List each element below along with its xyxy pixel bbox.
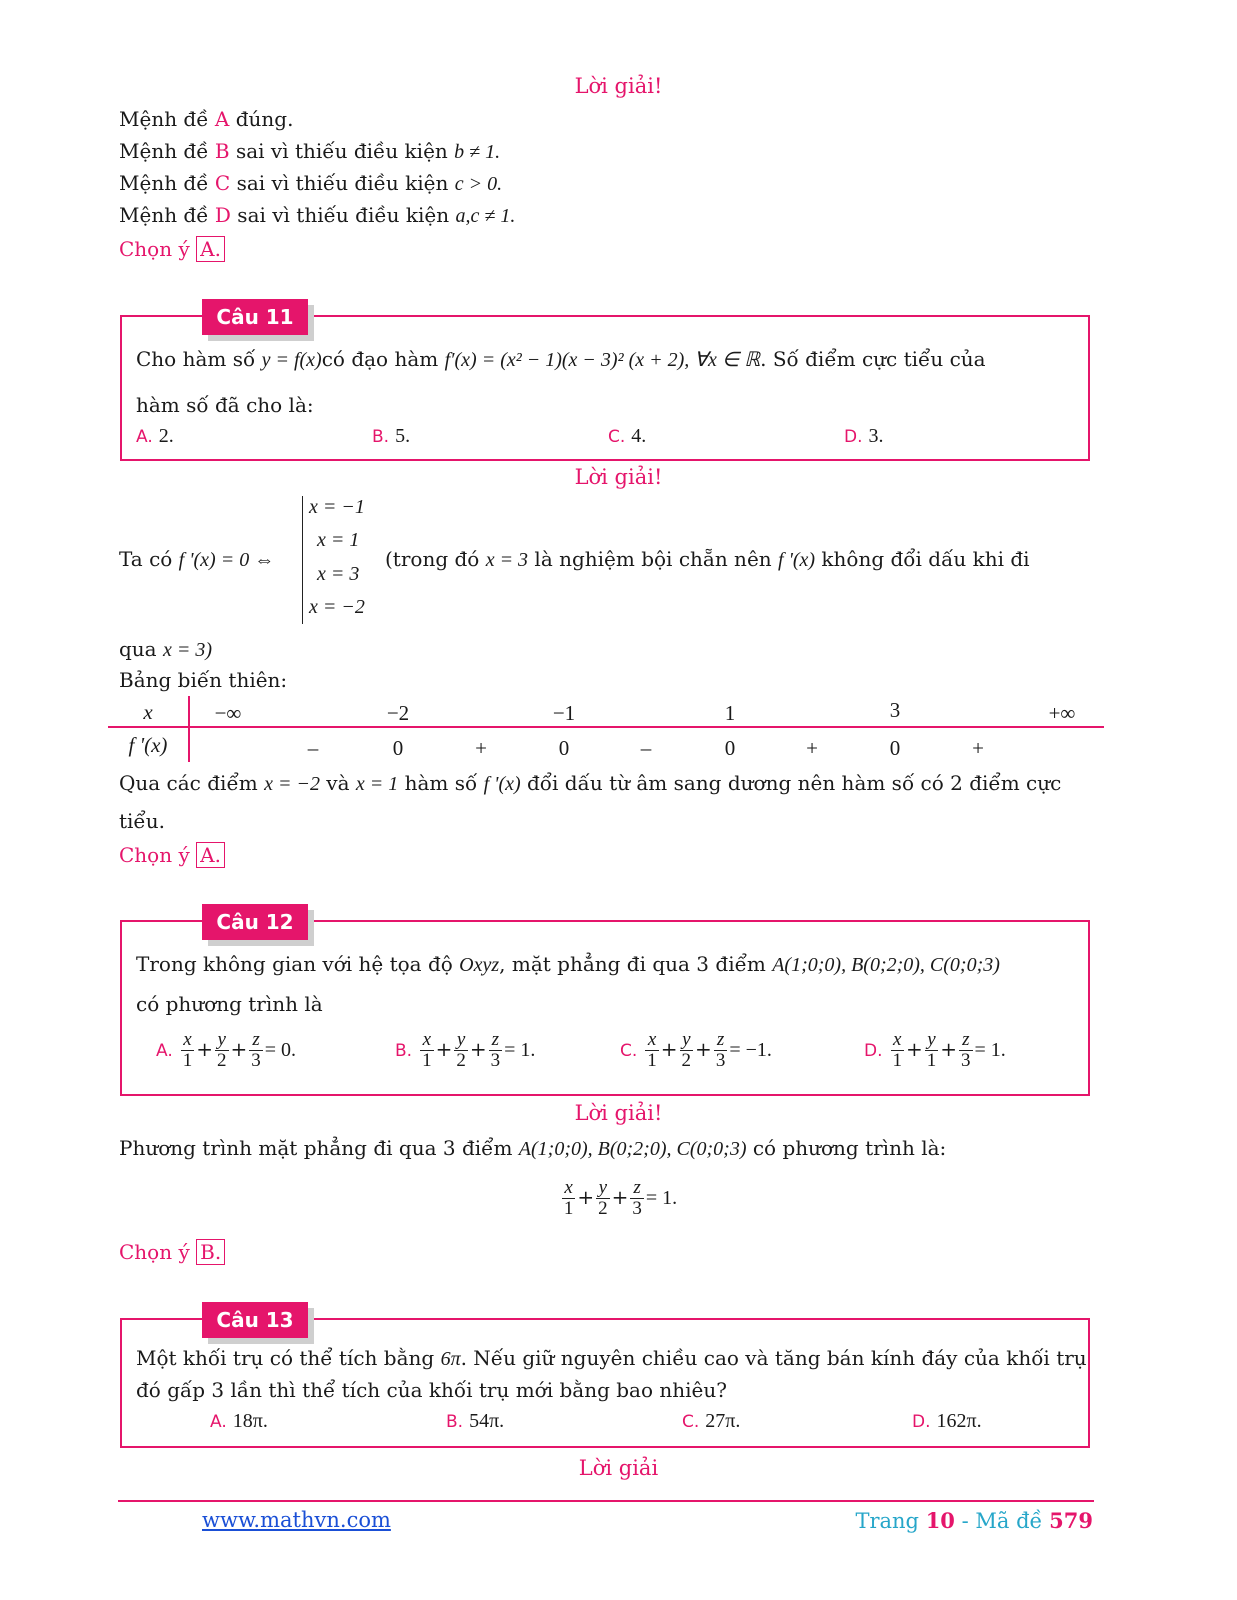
question-box-11 <box>120 315 1090 461</box>
x-neg-inf: −∞ <box>214 701 242 725</box>
option-a[interactable]: A. 18π. <box>210 1410 268 1432</box>
sign-5: – <box>640 736 652 760</box>
variation-table <box>108 696 1104 766</box>
root-3: x = 3 <box>317 563 360 585</box>
sign-4: 0 <box>558 736 570 760</box>
option-c[interactable]: C. 27π. <box>682 1410 741 1432</box>
option-a[interactable]: A. 2. <box>136 425 174 447</box>
sign-9: + <box>972 736 984 760</box>
root-1: x = −1 <box>309 496 365 518</box>
question-tag-12: Câu 12 <box>202 904 308 940</box>
sign-3: + <box>475 736 487 760</box>
sign-2: 0 <box>392 736 404 760</box>
answer-choice-11: Chọn ý A. <box>119 843 225 867</box>
solution-12-equation: $\frac{x}{1}$ + $\frac{y}{2}$ + $\frac{z}{3}$ = 1. <box>563 1177 678 1219</box>
solution-12-text: Phương trình mặt phẳng đi qua 3 điểm A(1;0;0), B(0;2;0), C(0;0;3) có phương trình là: <box>119 1136 947 1160</box>
option-d[interactable]: D. $\frac{x}{1}$ + $\frac{y}{1}$ + $\frac{z}{3}$ = 1. <box>864 1029 1006 1071</box>
answer-choice-prev: Chọn ý A. <box>119 237 225 261</box>
option-b[interactable]: B. 5. <box>372 425 411 447</box>
table-fprime-label: f '(x) <box>128 733 168 757</box>
question-12-line1: Trong không gian với hệ tọa độ Oxyz, mặt phẳng đi qua 3 điểm A(1;0;0), B(0;2;0), C(0;0;3) <box>136 952 1000 976</box>
solution-11-note: (trong đó x = 3 là nghiệm bội chẵn nên f '(x) không đổi dấu khi đi <box>385 547 1030 571</box>
solution-11-lead: Ta có f '(x) = 0 ⇔ <box>119 547 275 571</box>
question-12-line2: có phương trình là <box>136 992 323 1016</box>
statement-a: Mệnh đề A đúng. <box>119 107 294 131</box>
x-neg-1: −1 <box>552 701 576 725</box>
table-title: Bảng biến thiên: <box>119 668 288 692</box>
question-tag-13: Câu 13 <box>202 1302 308 1338</box>
option-b[interactable]: B. 54π. <box>446 1410 505 1432</box>
page-info: Trang 10 - Mã đề 579 <box>855 1508 1093 1533</box>
solution-heading-12: Lời giải! <box>574 1101 663 1125</box>
option-d[interactable]: D. 3. <box>844 425 884 447</box>
question-tag-11: Câu 11 <box>202 299 308 335</box>
statement-c: Mệnh đề C sai vì thiếu điều kiện c > 0. <box>119 171 503 195</box>
question-11-line2: hàm số đã cho là: <box>136 393 314 417</box>
question-13-line2: đó gấp 3 lần thì thể tích của khối trụ mới bằng bao nhiêu? <box>136 1378 727 1402</box>
option-c[interactable]: C. 4. <box>608 425 647 447</box>
table-divider-h <box>108 726 1104 728</box>
option-b[interactable]: B. $\frac{x}{1}$ + $\frac{y}{2}$ + $\frac{z}{3}$ = 1. <box>395 1029 536 1071</box>
solution-heading-11: Lời giải! <box>574 465 663 489</box>
answer-choice-12: Chọn ý B. <box>119 1240 225 1264</box>
option-a[interactable]: A. $\frac{x}{1}$ + $\frac{y}{2}$ + $\frac{z}{3}$ = 0. <box>156 1029 297 1071</box>
root-4: x = −2 <box>309 596 365 618</box>
sign-1: – <box>307 736 319 760</box>
solution-heading-prev: Lời giải! <box>574 74 663 98</box>
option-d[interactable]: D. 162π. <box>912 1410 982 1432</box>
footer-rule <box>118 1500 1094 1502</box>
x-3: 3 <box>889 698 901 722</box>
statement-d: Mệnh đề D sai vì thiếu điều kiện a,c ≠ 1. <box>119 203 516 227</box>
statement-b: Mệnh đề B sai vì thiếu điều kiện b ≠ 1. <box>119 139 501 163</box>
table-divider-v <box>188 696 190 762</box>
sign-8: 0 <box>889 736 901 760</box>
root-2: x = 1 <box>317 529 360 551</box>
website-link[interactable]: www.mathvn.com <box>202 1508 391 1532</box>
x-1: 1 <box>724 701 736 725</box>
solution-11-conclusion: Qua các điểm x = −2 và x = 1 hàm số f '(x) đổi dấu từ âm sang dương nên hàm số có 2 điểm cực <box>119 771 1062 795</box>
question-box-12 <box>120 920 1090 1096</box>
table-x-label: x <box>143 700 153 724</box>
roots-system <box>302 496 383 624</box>
question-13-line1: Một khối trụ có thể tích bằng 6π. Nếu giữ nguyên chiều cao và tăng bán kính đáy của khối trụ <box>136 1346 1087 1370</box>
x-neg-2: −2 <box>386 701 410 725</box>
solution-11-line2: qua x = 3) <box>119 637 213 661</box>
sign-6: 0 <box>724 736 736 760</box>
solution-11-conclusion-2: tiểu. <box>119 809 165 833</box>
sign-7: + <box>806 736 818 760</box>
question-11-line1: Cho hàm số y = f(x)có đạo hàm f′(x) = (x² − 1)(x − 3)² (x + 2), ∀x ∈ ℝ. Số điểm cực tiểu của <box>136 347 986 371</box>
option-c[interactable]: C. $\frac{x}{1}$ + $\frac{y}{2}$ + $\frac{z}{3}$ = −1. <box>620 1029 772 1071</box>
x-pos-inf: +∞ <box>1048 701 1076 725</box>
solution-heading-13: Lời giải <box>578 1456 659 1480</box>
